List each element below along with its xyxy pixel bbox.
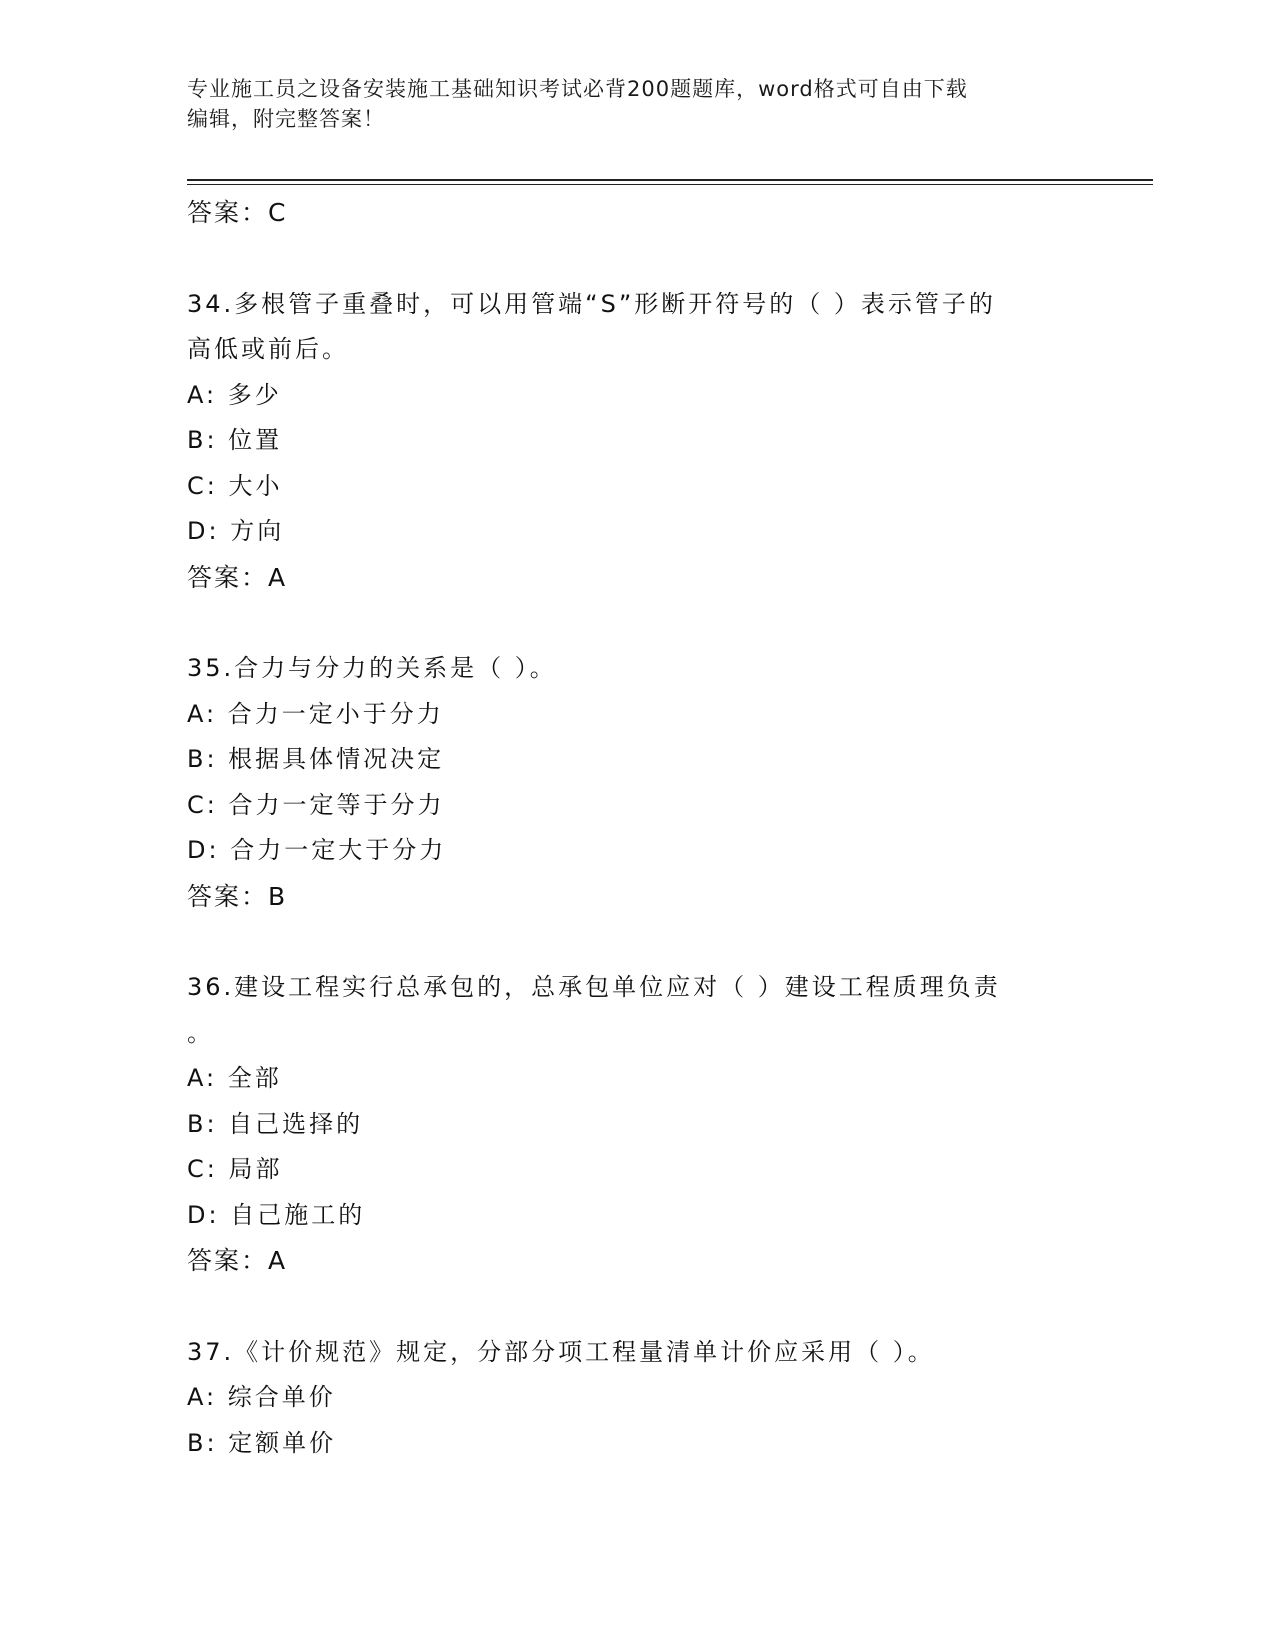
option-b: B: 位置 [187, 426, 283, 454]
option-c: C: 局部 [187, 1155, 283, 1183]
option-d: D: 方向 [187, 517, 285, 545]
question-37 [187, 1330, 1087, 1467]
document-header [187, 74, 1087, 134]
question-stem-line-1: 35.合力与分力的关系是（ ）。 [187, 654, 557, 682]
question-stem-line-1: 34.多根管子重叠时，可以用管端“S”形断开符号的（ ）表示管子的 [187, 289, 996, 318]
answer: 答案：A [187, 1246, 288, 1275]
spacer [187, 236, 1087, 282]
question-stem-line-2: 高低或前后。 [187, 335, 349, 363]
option-a: A: 全部 [187, 1064, 282, 1092]
question-34 [187, 282, 1087, 601]
spacer [187, 919, 1087, 965]
option-a: A: 综合单价 [187, 1383, 336, 1411]
spacer [187, 600, 1087, 646]
header-divider-thin [187, 184, 1153, 185]
option-b: B: 定额单价 [187, 1428, 337, 1457]
option-d: D: 合力一定大于分力 [187, 836, 447, 864]
answer: 答案：B [187, 881, 288, 911]
question-36 [187, 965, 1087, 1284]
option-c: C: 大小 [187, 471, 283, 500]
option-a: A: 合力一定小于分力 [187, 699, 444, 728]
previous-answer: 答案：C [187, 198, 288, 227]
question-list [187, 190, 1087, 1466]
answer: 答案：A [187, 562, 288, 592]
question-stem-line-1: 37.《计价规范》规定，分部分项工程量清单计价应采用（ ）。 [187, 1337, 935, 1366]
option-c: C: 合力一定等于分力 [187, 790, 445, 819]
question-stem-line-2: 。 [187, 1018, 214, 1047]
option-b: B: 自己选择的 [187, 1109, 364, 1138]
question-35 [187, 646, 1087, 919]
option-d: D: 自己施工的 [187, 1200, 366, 1229]
option-a: A: 多少 [187, 380, 282, 409]
spacer [187, 1284, 1087, 1330]
header-title-line-2: 编辑，附完整答案！ [187, 107, 385, 131]
question-stem-line-1: 36.建设工程实行总承包的，总承包单位应对（ ）建设工程质理负责 [187, 973, 1001, 1001]
option-b: B: 根据具体情况决定 [187, 745, 445, 773]
header-divider-thick [187, 179, 1153, 181]
header-title-line-1: 专业施工员之设备安装施工基础知识考试必背200题题库，word格式可自由下载 [187, 77, 968, 101]
